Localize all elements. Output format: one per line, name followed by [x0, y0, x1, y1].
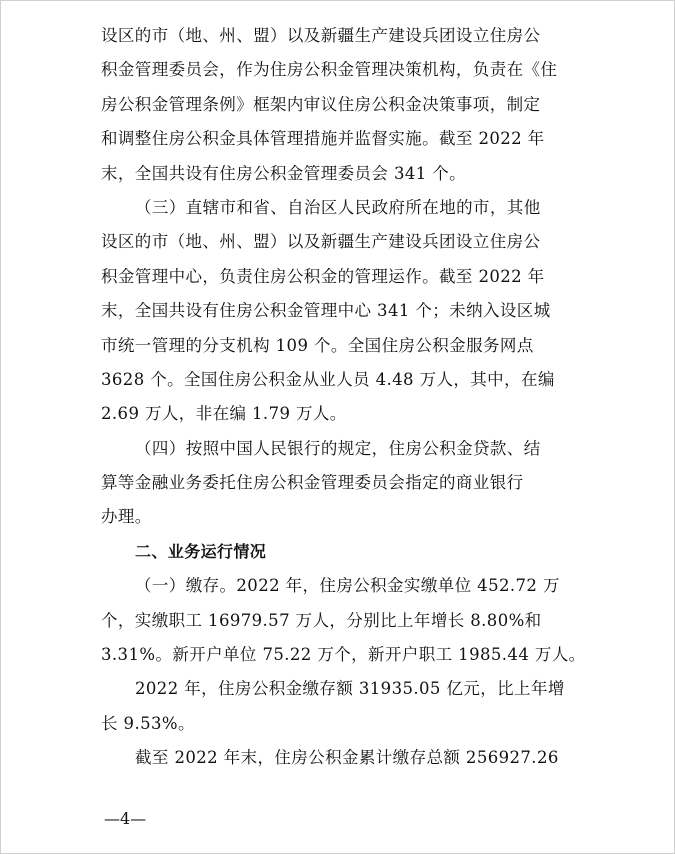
text-line: 积金管理中心，负责住房公积金的管理运作。截至 2022 年 — [101, 266, 545, 286]
paragraph-start-line: 截至 2022 年末，住房公积金累计缴存总额 256927.26 — [135, 748, 559, 768]
text-line: 市统一管理的分支机构 109 个。全国住房公积金服务网点 — [101, 335, 534, 355]
text-line: 2.69 万人，非在编 1.79 万人。 — [101, 404, 347, 424]
text-line: 个，实缴职工 16979.57 万人，分别比上年增长 8.80%和 — [101, 610, 542, 630]
text-line: 和调整住房公积金具体管理措施并监督实施。截至 2022 年 — [101, 129, 545, 149]
text-line: 办理。 — [101, 507, 152, 527]
text-line: 房公积金管理条例》框架内审议住房公积金决策事项，制定 — [101, 94, 541, 114]
text-line: 3.31%。新开户单位 75.22 万个，新开户职工 1985.44 万人。 — [101, 645, 586, 665]
paragraph-start-line: 2022 年，住房公积金缴存额 31935.05 亿元，比上年增 — [135, 679, 565, 699]
paragraph-start-line: （四）按照中国人民银行的规定，住房公积金贷款、结 — [135, 438, 541, 458]
text-line: 设区的市（地、州、盟）以及新疆生产建设兵团设立住房公 — [101, 26, 541, 45]
page-number: —4— — [104, 809, 147, 828]
text-line: 末，全国共设有住房公积金管理委员会 341 个。 — [101, 163, 467, 183]
paragraph-start-line: （一）缴存。2022 年，住房公积金实缴单位 452.72 万 — [135, 576, 560, 596]
text-line: 末，全国共设有住房公积金管理中心 341 个；未纳入设区城 — [101, 301, 551, 321]
text-line: 算等金融业务委托住房公积金管理委员会指定的商业银行 — [101, 473, 524, 493]
section-heading: 二、业务运行情况 — [135, 541, 267, 561]
paragraph-start-line: （三）直辖市和省、自治区人民政府所在地的市，其他 — [135, 197, 541, 217]
document-body — [101, 19, 586, 776]
text-line: 3628 个。全国住房公积金从业人员 4.48 万人，其中，在编 — [101, 369, 555, 389]
text-line: 长 9.53%。 — [101, 713, 195, 733]
text-line: 设区的市（地、州、盟）以及新疆生产建设兵团设立住房公 — [101, 232, 541, 252]
text-line: 积金管理委员会，作为住房公积金管理决策机构，负责在《住 — [101, 60, 558, 80]
